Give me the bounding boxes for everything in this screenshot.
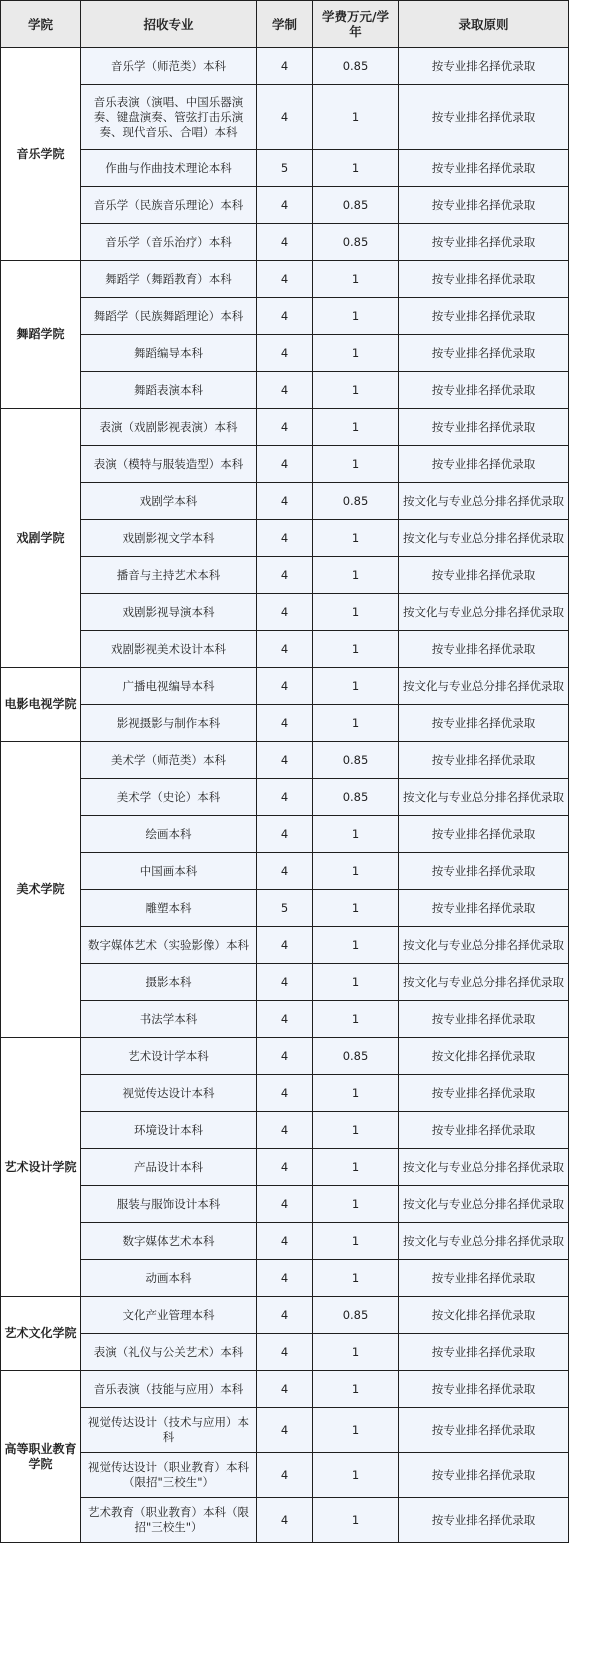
fee-cell: 1 [313, 335, 399, 372]
rule-cell: 按专业排名择优录取 [399, 446, 569, 483]
years-cell: 4 [257, 335, 313, 372]
major-cell: 广播电视编导本科 [81, 668, 257, 705]
table-body [1, 48, 569, 1543]
years-cell: 4 [257, 446, 313, 483]
years-cell: 4 [257, 1334, 313, 1371]
table-row [1, 261, 569, 298]
years-cell: 5 [257, 150, 313, 187]
rule-cell: 按专业排名择优录取 [399, 224, 569, 261]
rule-cell: 按专业排名择优录取 [399, 890, 569, 927]
major-cell: 表演（模特与服装造型）本科 [81, 446, 257, 483]
header-fee: 学费万元/学年 [313, 1, 399, 48]
years-cell: 4 [257, 187, 313, 224]
major-cell: 舞蹈学（舞蹈教育）本科 [81, 261, 257, 298]
table-row [1, 927, 569, 964]
rule-cell: 按专业排名择优录取 [399, 335, 569, 372]
fee-cell: 0.85 [313, 187, 399, 224]
header-years: 学制 [257, 1, 313, 48]
rule-cell: 按文化与专业总分排名择优录取 [399, 964, 569, 1001]
rule-cell: 按专业排名择优录取 [399, 150, 569, 187]
major-cell: 环境设计本科 [81, 1112, 257, 1149]
rule-cell: 按专业排名择优录取 [399, 298, 569, 335]
fee-cell: 1 [313, 1075, 399, 1112]
major-cell: 戏剧影视导演本科 [81, 594, 257, 631]
fee-cell: 1 [313, 890, 399, 927]
rule-cell: 按专业排名择优录取 [399, 1334, 569, 1371]
years-cell: 4 [257, 261, 313, 298]
table-row [1, 48, 569, 85]
years-cell: 4 [257, 1186, 313, 1223]
table-row [1, 298, 569, 335]
rule-cell: 按文化与专业总分排名择优录取 [399, 483, 569, 520]
years-cell: 4 [257, 1453, 313, 1498]
years-cell: 4 [257, 298, 313, 335]
major-cell: 播音与主持艺术本科 [81, 557, 257, 594]
major-cell: 艺术教育（职业教育）本科（限招"三校生"） [81, 1498, 257, 1543]
rule-cell: 按专业排名择优录取 [399, 742, 569, 779]
table-row [1, 816, 569, 853]
rule-cell: 按专业排名择优录取 [399, 1408, 569, 1453]
years-cell: 4 [257, 372, 313, 409]
fee-cell: 1 [313, 85, 399, 150]
rule-cell: 按文化与专业总分排名择优录取 [399, 1223, 569, 1260]
years-cell: 4 [257, 927, 313, 964]
rule-cell: 按专业排名择优录取 [399, 187, 569, 224]
years-cell: 4 [257, 631, 313, 668]
rule-cell: 按专业排名择优录取 [399, 1453, 569, 1498]
major-cell: 音乐学（民族音乐理论）本科 [81, 187, 257, 224]
years-cell: 4 [257, 964, 313, 1001]
major-cell: 美术学（史论）本科 [81, 779, 257, 816]
rule-cell: 按专业排名择优录取 [399, 557, 569, 594]
fee-cell: 1 [313, 1498, 399, 1543]
major-cell: 表演（戏剧影视表演）本科 [81, 409, 257, 446]
major-cell: 音乐学（音乐治疗）本科 [81, 224, 257, 261]
major-cell: 数字媒体艺术本科 [81, 1223, 257, 1260]
fee-cell: 0.85 [313, 483, 399, 520]
years-cell: 4 [257, 779, 313, 816]
years-cell: 4 [257, 1075, 313, 1112]
major-cell: 雕塑本科 [81, 890, 257, 927]
major-cell: 动画本科 [81, 1260, 257, 1297]
major-cell: 表演（礼仪与公关艺术）本科 [81, 1334, 257, 1371]
years-cell: 4 [257, 816, 313, 853]
rule-cell: 按文化与专业总分排名择优录取 [399, 594, 569, 631]
fee-cell: 1 [313, 964, 399, 1001]
years-cell: 4 [257, 1149, 313, 1186]
table-row [1, 1260, 569, 1297]
table-row [1, 705, 569, 742]
major-cell: 绘画本科 [81, 816, 257, 853]
fee-cell: 1 [313, 1112, 399, 1149]
years-cell: 4 [257, 1112, 313, 1149]
table-row [1, 372, 569, 409]
table-row [1, 224, 569, 261]
fee-cell: 1 [313, 1001, 399, 1038]
rule-cell: 按专业排名择优录取 [399, 1371, 569, 1408]
table-row [1, 1371, 569, 1408]
rule-cell: 按文化与专业总分排名择优录取 [399, 1149, 569, 1186]
major-cell: 音乐表演（技能与应用）本科 [81, 1371, 257, 1408]
table-row [1, 594, 569, 631]
table-row [1, 1112, 569, 1149]
years-cell: 4 [257, 853, 313, 890]
college-name: 美术学院 [1, 742, 81, 1038]
years-cell: 4 [257, 1498, 313, 1543]
major-cell: 美术学（师范类）本科 [81, 742, 257, 779]
years-cell: 4 [257, 557, 313, 594]
major-cell: 影视摄影与制作本科 [81, 705, 257, 742]
fee-cell: 0.85 [313, 1297, 399, 1334]
major-cell: 戏剧影视美术设计本科 [81, 631, 257, 668]
years-cell: 4 [257, 224, 313, 261]
college-name: 电影电视学院 [1, 668, 81, 742]
rule-cell: 按文化排名择优录取 [399, 1038, 569, 1075]
fee-cell: 0.85 [313, 1038, 399, 1075]
years-cell: 4 [257, 1371, 313, 1408]
major-cell: 摄影本科 [81, 964, 257, 1001]
years-cell: 4 [257, 483, 313, 520]
table-row [1, 964, 569, 1001]
fee-cell: 0.85 [313, 224, 399, 261]
rule-cell: 按专业排名择优录取 [399, 816, 569, 853]
major-cell: 舞蹈表演本科 [81, 372, 257, 409]
major-cell: 戏剧学本科 [81, 483, 257, 520]
rule-cell: 按专业排名择优录取 [399, 1498, 569, 1543]
major-cell: 作曲与作曲技术理论本科 [81, 150, 257, 187]
major-cell: 产品设计本科 [81, 1149, 257, 1186]
table-row [1, 1408, 569, 1453]
fee-cell: 1 [313, 409, 399, 446]
table-row [1, 557, 569, 594]
major-cell: 音乐表演（演唱、中国乐器演奏、键盘演奏、管弦打击乐演奏、现代音乐、合唱）本科 [81, 85, 257, 150]
fee-cell: 1 [313, 1334, 399, 1371]
major-cell: 视觉传达设计（技术与应用）本科 [81, 1408, 257, 1453]
table-row [1, 1498, 569, 1543]
years-cell: 4 [257, 409, 313, 446]
years-cell: 4 [257, 1038, 313, 1075]
fee-cell: 0.85 [313, 779, 399, 816]
major-cell: 文化产业管理本科 [81, 1297, 257, 1334]
table-row [1, 1186, 569, 1223]
table-row [1, 1223, 569, 1260]
table-row [1, 446, 569, 483]
college-name: 戏剧学院 [1, 409, 81, 668]
fee-cell: 1 [313, 668, 399, 705]
fee-cell: 1 [313, 927, 399, 964]
years-cell: 5 [257, 890, 313, 927]
fee-cell: 0.85 [313, 742, 399, 779]
table-row [1, 1038, 569, 1075]
rule-cell: 按专业排名择优录取 [399, 1260, 569, 1297]
years-cell: 4 [257, 48, 313, 85]
years-cell: 4 [257, 742, 313, 779]
rule-cell: 按文化与专业总分排名择优录取 [399, 779, 569, 816]
years-cell: 4 [257, 520, 313, 557]
table-row [1, 668, 569, 705]
header-row [1, 1, 569, 48]
major-cell: 音乐学（师范类）本科 [81, 48, 257, 85]
fee-cell: 1 [313, 705, 399, 742]
rule-cell: 按文化与专业总分排名择优录取 [399, 927, 569, 964]
fee-cell: 1 [313, 594, 399, 631]
table-row [1, 1149, 569, 1186]
fee-cell: 1 [313, 261, 399, 298]
fee-cell: 1 [313, 631, 399, 668]
rule-cell: 按文化与专业总分排名择优录取 [399, 668, 569, 705]
years-cell: 4 [257, 1223, 313, 1260]
rule-cell: 按文化与专业总分排名择优录取 [399, 1186, 569, 1223]
rule-cell: 按专业排名择优录取 [399, 85, 569, 150]
years-cell: 4 [257, 668, 313, 705]
major-cell: 视觉传达设计本科 [81, 1075, 257, 1112]
table-row [1, 409, 569, 446]
table-row [1, 1334, 569, 1371]
table-row [1, 1001, 569, 1038]
rule-cell: 按专业排名择优录取 [399, 261, 569, 298]
fee-cell: 1 [313, 1186, 399, 1223]
college-name: 舞蹈学院 [1, 261, 81, 409]
header-college: 学院 [1, 1, 81, 48]
years-cell: 4 [257, 85, 313, 150]
rule-cell: 按专业排名择优录取 [399, 409, 569, 446]
rule-cell: 按专业排名择优录取 [399, 372, 569, 409]
rule-cell: 按文化排名择优录取 [399, 1297, 569, 1334]
fee-cell: 1 [313, 1453, 399, 1498]
table-row [1, 779, 569, 816]
college-name: 艺术文化学院 [1, 1297, 81, 1371]
rule-cell: 按文化与专业总分排名择优录取 [399, 520, 569, 557]
table-row [1, 1075, 569, 1112]
rule-cell: 按专业排名择优录取 [399, 631, 569, 668]
years-cell: 4 [257, 1001, 313, 1038]
college-name: 艺术设计学院 [1, 1038, 81, 1297]
rule-cell: 按专业排名择优录取 [399, 705, 569, 742]
major-cell: 戏剧影视文学本科 [81, 520, 257, 557]
table-row [1, 1453, 569, 1498]
college-name: 高等职业教育学院 [1, 1371, 81, 1543]
fee-cell: 1 [313, 816, 399, 853]
major-cell: 艺术设计学本科 [81, 1038, 257, 1075]
rule-cell: 按专业排名择优录取 [399, 1001, 569, 1038]
major-cell: 服装与服饰设计本科 [81, 1186, 257, 1223]
rule-cell: 按专业排名择优录取 [399, 1112, 569, 1149]
fee-cell: 1 [313, 150, 399, 187]
college-name: 音乐学院 [1, 48, 81, 261]
major-cell: 舞蹈编导本科 [81, 335, 257, 372]
fee-cell: 1 [313, 372, 399, 409]
years-cell: 4 [257, 705, 313, 742]
table-row [1, 631, 569, 668]
major-cell: 视觉传达设计（职业教育）本科（限招"三校生"） [81, 1453, 257, 1498]
header-major: 招收专业 [81, 1, 257, 48]
fee-cell: 1 [313, 557, 399, 594]
table-row [1, 150, 569, 187]
major-cell: 舞蹈学（民族舞蹈理论）本科 [81, 298, 257, 335]
rule-cell: 按专业排名择优录取 [399, 853, 569, 890]
fee-cell: 1 [313, 520, 399, 557]
table-row [1, 890, 569, 927]
table-row [1, 335, 569, 372]
fee-cell: 1 [313, 1371, 399, 1408]
table-row [1, 742, 569, 779]
fee-cell: 1 [313, 1223, 399, 1260]
table-row [1, 1297, 569, 1334]
major-cell: 书法学本科 [81, 1001, 257, 1038]
years-cell: 4 [257, 594, 313, 631]
table-row [1, 520, 569, 557]
rule-cell: 按专业排名择优录取 [399, 1075, 569, 1112]
table-row [1, 483, 569, 520]
fee-cell: 1 [313, 446, 399, 483]
fee-cell: 0.85 [313, 48, 399, 85]
years-cell: 4 [257, 1297, 313, 1334]
fee-cell: 1 [313, 1260, 399, 1297]
header-rule: 录取原则 [399, 1, 569, 48]
table-row [1, 85, 569, 150]
major-cell: 中国画本科 [81, 853, 257, 890]
years-cell: 4 [257, 1408, 313, 1453]
table-row [1, 853, 569, 890]
rule-cell: 按专业排名择优录取 [399, 48, 569, 85]
fee-cell: 1 [313, 1149, 399, 1186]
major-cell: 数字媒体艺术（实验影像）本科 [81, 927, 257, 964]
fee-cell: 1 [313, 1408, 399, 1453]
fee-cell: 1 [313, 853, 399, 890]
fee-cell: 1 [313, 298, 399, 335]
table-row [1, 187, 569, 224]
years-cell: 4 [257, 1260, 313, 1297]
